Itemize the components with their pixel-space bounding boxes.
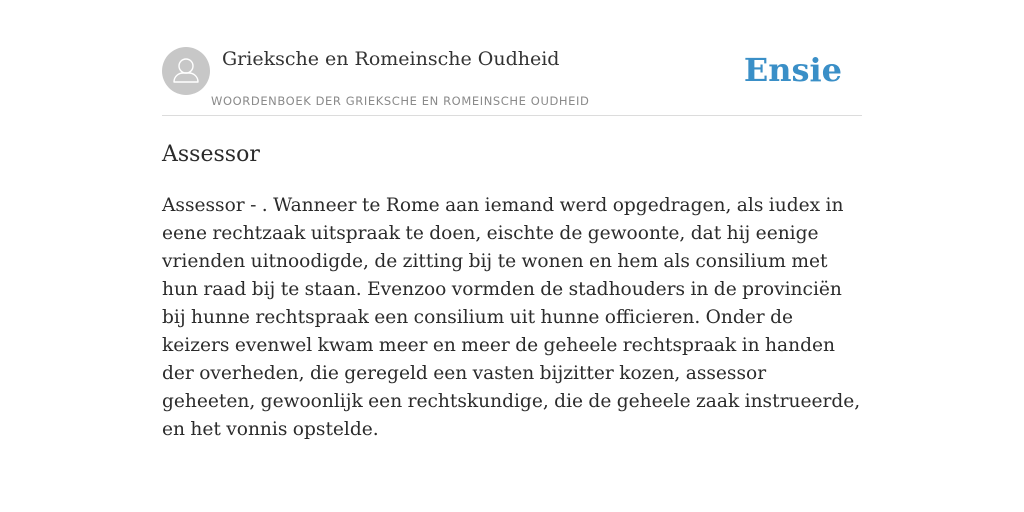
- source-avatar[interactable]: [162, 47, 210, 95]
- user-silhouette-icon: [162, 47, 210, 95]
- source-subtitle[interactable]: WOORDENBOEK DER GRIEKSCHE EN ROMEINSCHE OUDHEID: [211, 94, 590, 108]
- ensie-logo[interactable]: Ensie: [743, 51, 842, 89]
- source-title[interactable]: Grieksche en Romeinsche Oudheid: [222, 48, 560, 70]
- entry-body: Assessor - . Wanneer te Rome aan iemand werd opgedragen, als iudex in eene rechtzaak uitspraak te doen, eischte de gewoonte, dat hij eenige vrienden uitnoodigde, de zitting bij te wonen en hem als consilium met hun raad bij te staan. Evenzoo vormden de stadhouders in de provinciën bij hunne rechtspraak een consilium uit hunne officieren. Onder de keizers evenwel kwam meer en meer de geheele rechtspraak in handen der overheden, die geregeld een vasten bijzitter kozen, assessor geheeten, gewoonlijk een rechtskundige, die de geheele zaak instrueerde, en het vonnis opstelde.: [162, 195, 861, 440]
- entry-title: Assessor: [162, 142, 260, 167]
- entry-header: [162, 40, 862, 116]
- header-divider: [162, 115, 862, 116]
